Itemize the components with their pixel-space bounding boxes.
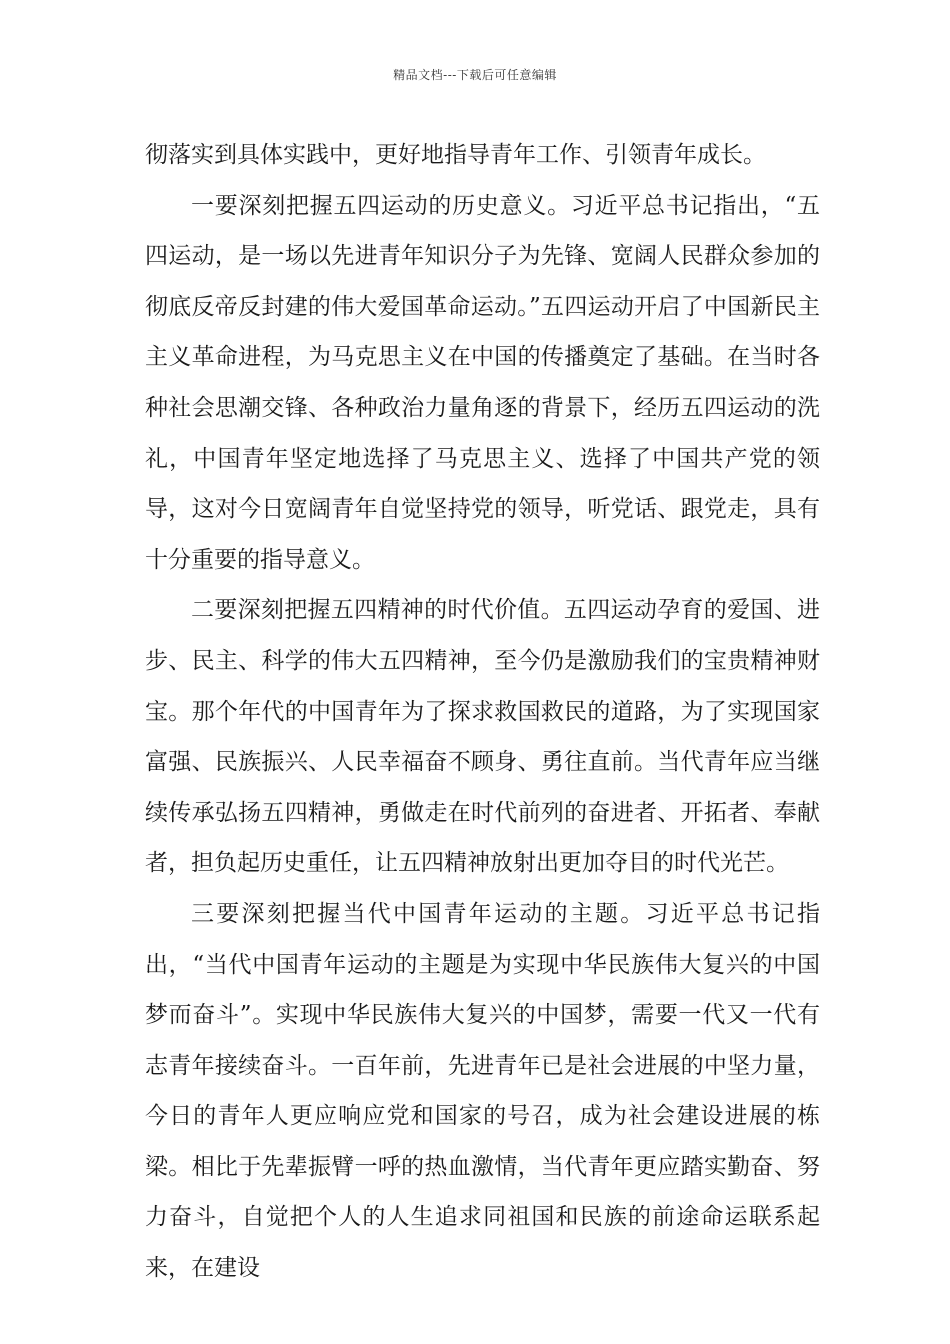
paragraph-youth-movement-theme: 三要深刻把握当代中国青年运动的主题。习近平总书记指出，“当代中国青年运动的主题是为实现中华民族伟大复兴的中国梦而奋斗”。实现中华民族伟大复兴的中国梦，需要一代又一代有志青年接续奋斗。一百年前，先进青年已是社会进展的中坚力量，今日的青年人更应响应党和国家的号召，成为社会建设进展的栋梁。相比于先辈振臂一呼的热血激情，当代青年更应踏实勤奋、努力奋斗，自觉把个人的人生追求同祖国和民族的前途命运联系起来，在建设 bbox=[145, 900, 820, 1282]
page-header: 精品文档---下载后可任意编辑 bbox=[393, 68, 557, 82]
document-body bbox=[145, 130, 820, 1294]
paragraph-historical-significance: 一要深刻把握五四运动的历史意义。习近平总书记指出，“五四运动，是一场以先进青年知识分子为先锋、宽阔人民群众参加的彻底反帝反封建的伟大爱国革命运动。”五四运动开启了中国新民主主义革命进程，为马克思主义在中国的传播奠定了基础。在当时各种社会思潮交锋、各种政治力量角逐的背景下，经历五四运动的洗礼，中国青年坚定地选择了马克思主义、选择了中国共产党的领导，这对今日宽阔青年自觉坚持党的领导，听党话、跟党走，具有十分重要的指导意义。 bbox=[145, 192, 820, 573]
paragraph-continuation: 彻落实到具体实践中，更好地指导青年工作、引领青年成长。 bbox=[145, 142, 766, 168]
paragraph-era-value: 二要深刻把握五四精神的时代价值。五四运动孕育的爱国、进步、民主、科学的伟大五四精神，至今仍是激励我们的宝贵精神财宝。那个年代的中国青年为了探求救国救民的道路，为了实现国家富强、民族振兴、人民幸福奋不顾身、勇往直前。当代青年应当继续传承弘扬五四精神，勇做走在时代前列的奋进者、开拓者、奉献者，担负起历史重任，让五四精神放射出更加夺目的时代光芒。 bbox=[145, 597, 820, 877]
